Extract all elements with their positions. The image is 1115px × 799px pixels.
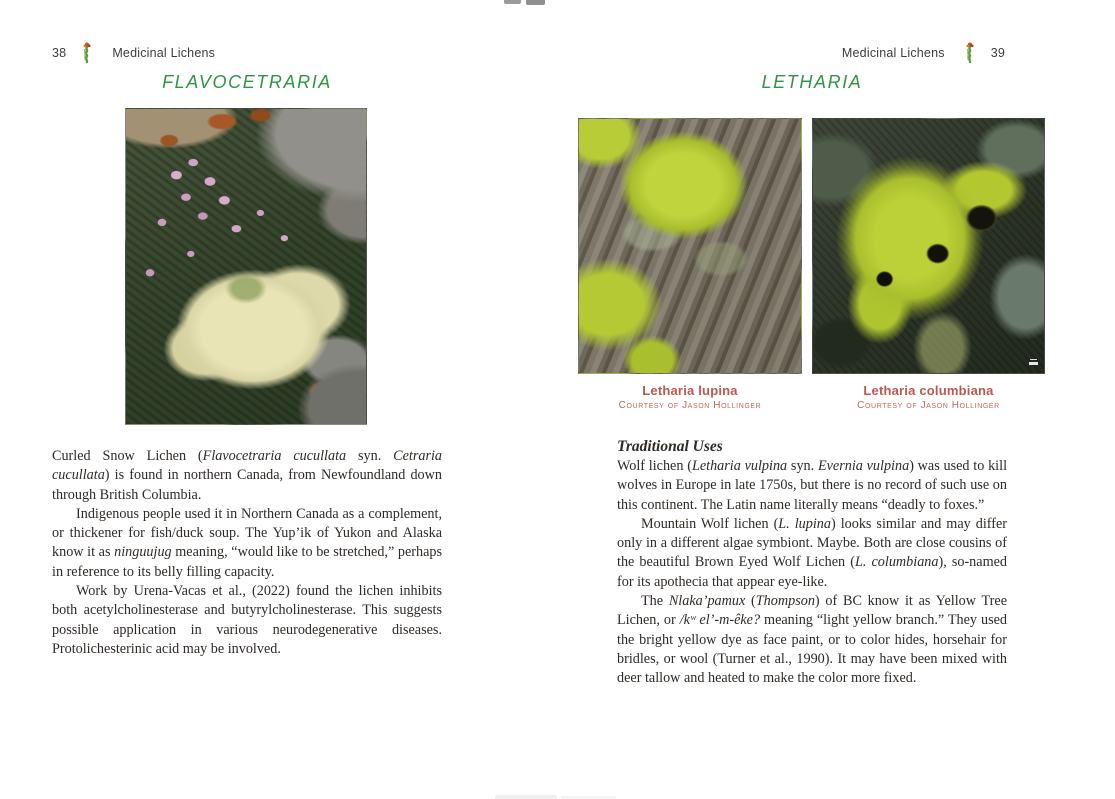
- chapter-title-letharia: LETHARIA: [761, 72, 863, 92]
- paragraph: Wolf lichen (Letharia vulpina syn. Evernia vulpina) was used to kill wolves in Europe in late 1750s, but there is no record of such use on this continent. The Latin name literally means “deadly to foxes.”: [617, 458, 1008, 513]
- figure-caption: Letharia lupina: [642, 383, 738, 398]
- lichen-icon: [79, 42, 95, 63]
- paragraph: Work by Urena-Vacas et al., (2022) found the lichen inhibits both acetylcholinesterase and butyrylcholinesterase. This suggests possible application in various neurodegenerative diseases. Protolichesterinic acid may be involved.: [52, 583, 442, 657]
- page-number: 38: [52, 45, 67, 60]
- lichen-icon: [962, 42, 978, 63]
- running-head-right: [842, 42, 1005, 63]
- letharia-lupina-photo: [578, 118, 802, 374]
- page-right: [557, 0, 1115, 799]
- paragraph: Indigenous people used it in Northern Canada as a complement, or thickener for fish/duck soup. The Yup’ik of Yukon and Alaska know it as ninguujug meaning, “would like to be stretched,” perhaps in reference to its belly filling capacity.: [52, 505, 443, 580]
- chapter-title-flavocetraria: FLAVOCETRARIA: [162, 72, 332, 92]
- figure-letharia-lupina: [578, 118, 802, 411]
- body-text-left: [52, 447, 442, 659]
- paragraph: The Nlaka’pamux (Thompson) of BC know it as Yellow Tree Lichen, or /kʷ el’-m-êke? meaning “light yellow branch.” They used the bright yellow dye as face paint, or to color hides, horsehair for bridles, or wool (Turner et al., 1990). It may have been mixed with deer tallow and heated to make the color more fixed.: [617, 593, 1008, 687]
- figure-credit: Courtesy of Jason Hollinger: [857, 400, 1000, 411]
- paragraph: Curled Snow Lichen (Flavocetraria cucullata syn. Cetraria cucullata) is found in northern Canada, from Newfoundland down through British Columbia.: [52, 448, 442, 503]
- page-left: [0, 0, 557, 799]
- paragraph: Mountain Wolf lichen (L. lupina) looks similar and may differ only in a different algae symbiont. Maybe. Both are close cousins of the beautiful Brown Eyed Wolf Lichen (L. columbiana), so-named for its apothecia that appear eye-like.: [617, 515, 1008, 590]
- figure-credit: Courtesy of Jason Hollinger: [618, 400, 762, 411]
- running-title: Medicinal Lichens: [841, 45, 945, 60]
- figure-caption: Letharia columbiana: [863, 383, 994, 398]
- body-text-right: [617, 457, 1007, 689]
- running-title: Medicinal Lichens: [112, 45, 216, 60]
- page-number: 39: [990, 45, 1005, 60]
- running-head-left: [52, 42, 215, 63]
- flavocetraria-photo: [125, 108, 367, 425]
- letharia-columbiana-photo: [812, 118, 1045, 374]
- figure-letharia-columbiana: [812, 118, 1045, 411]
- section-heading-traditional-uses: Traditional Uses: [617, 438, 723, 455]
